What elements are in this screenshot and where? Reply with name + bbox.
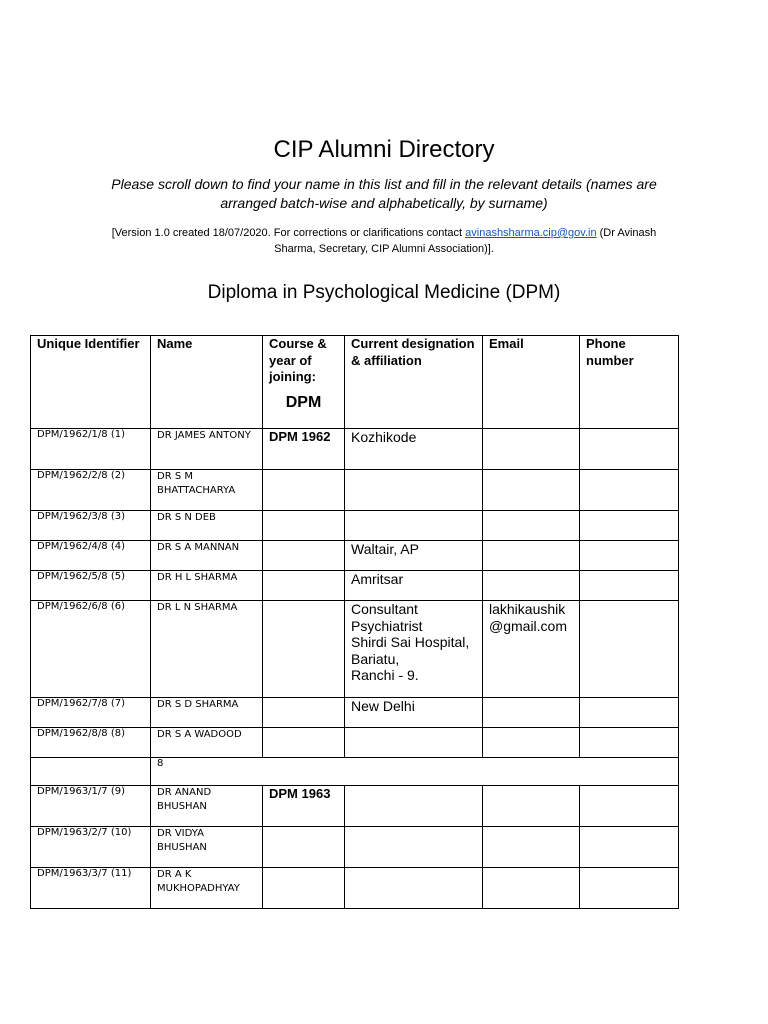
cell-unique-identifier xyxy=(31,511,151,541)
cell-designation-text: Consultant Psychiatrist Shirdi Sai Hospital, Bariatu, Ranchi - 9. xyxy=(351,601,470,683)
cell-designation xyxy=(345,429,483,470)
cell-name-text: DR L N SHARMA xyxy=(157,602,238,613)
cell-designation xyxy=(345,511,483,541)
cell-course xyxy=(263,470,345,511)
cell-course xyxy=(263,511,345,541)
cell-name xyxy=(151,511,263,541)
cell-name xyxy=(151,571,263,601)
cell-phone xyxy=(580,698,679,728)
cell-name-text: DR S D SHARMA xyxy=(157,699,239,710)
section-title: Diploma in Psychological Medicine (DPM) xyxy=(207,282,561,303)
table-row xyxy=(31,571,679,601)
version-note-prefix: [Version 1.0 created 18/07/2020. For corrections or clarifications contact xyxy=(111,227,466,239)
cell-course-text: DPM 1963 xyxy=(269,786,331,801)
cell-name xyxy=(151,470,263,511)
header-name: Name xyxy=(151,336,263,429)
cell-phone xyxy=(580,827,679,868)
cell-email xyxy=(483,429,580,470)
table-row xyxy=(31,511,679,541)
cell-email xyxy=(483,827,580,868)
cell-unique-identifier xyxy=(31,470,151,511)
cell-unique-identifier-text: DPM/1962/7/8 (7) xyxy=(37,698,125,709)
cell-designation xyxy=(345,571,483,601)
cell-phone xyxy=(580,511,679,541)
cell-unique-identifier xyxy=(31,728,151,758)
cell-designation xyxy=(345,868,483,909)
contact-email-link[interactable]: avinashsharma.cip@gov.in xyxy=(465,227,597,239)
cell-unique-identifier-text: DPM/1963/2/7 (10) xyxy=(37,827,132,838)
version-note-suffix: (Dr Avinash Sharma, Secretary, CIP Alumni Association)]. xyxy=(274,227,657,255)
cell-email xyxy=(483,541,580,571)
cell-course xyxy=(263,601,345,698)
table-row xyxy=(31,541,679,571)
document-subtitle: Please scroll down to find your name in this list and fill in the relevant details (names are arranged batch-wise and alphabetically, by surname) xyxy=(111,176,657,211)
cell-unique-identifier-text: DPM/1963/1/7 (9) xyxy=(37,786,125,797)
version-note xyxy=(90,225,678,257)
cell-name-text: DR JAMES ANTONY xyxy=(157,430,251,441)
cell-name xyxy=(151,868,263,909)
cell-designation xyxy=(345,698,483,728)
cell-email-text: lakhikaushik @gmail.com xyxy=(489,601,568,634)
cell-unique-identifier-text: DPM/1962/6/8 (6) xyxy=(37,601,125,612)
cell-unique-identifier xyxy=(31,868,151,909)
cell-phone xyxy=(580,728,679,758)
cell-designation-text: New Delhi xyxy=(351,698,415,714)
header-course-label: Course & year of joining: xyxy=(269,336,327,384)
cell-phone xyxy=(580,470,679,511)
table-row xyxy=(31,868,679,909)
cell-unique-identifier xyxy=(31,541,151,571)
cell-course xyxy=(263,728,345,758)
cell-name-text: DR S A WADOOD xyxy=(157,729,242,740)
cell-name-text: DR S M BHATTACHARYA xyxy=(157,471,236,496)
cell-designation xyxy=(345,601,483,698)
cell-name-text: DR VIDYA BHUSHAN xyxy=(157,828,207,853)
table-row xyxy=(31,601,679,698)
cell-course xyxy=(263,571,345,601)
cell-course-text: DPM 1962 xyxy=(269,429,331,444)
cell-name-text: DR S N DEB xyxy=(157,512,216,523)
cell-name xyxy=(151,429,263,470)
table-row xyxy=(31,786,679,827)
batch-empty-cell xyxy=(31,758,151,786)
cell-course xyxy=(263,827,345,868)
header-phone: Phone number xyxy=(580,336,679,429)
cell-unique-identifier xyxy=(31,827,151,868)
cell-designation xyxy=(345,728,483,758)
cell-course xyxy=(263,541,345,571)
table-row xyxy=(31,728,679,758)
cell-name xyxy=(151,541,263,571)
table-header-row xyxy=(31,336,679,429)
cell-unique-identifier-text: DPM/1962/8/8 (8) xyxy=(37,728,125,739)
cell-email xyxy=(483,728,580,758)
cell-designation xyxy=(345,827,483,868)
cell-phone xyxy=(580,429,679,470)
cell-name-text: DR S A MANNAN xyxy=(157,542,240,553)
cell-unique-identifier xyxy=(31,698,151,728)
cell-unique-identifier-text: DPM/1962/2/8 (2) xyxy=(37,470,125,481)
cell-email xyxy=(483,786,580,827)
cell-email xyxy=(483,698,580,728)
cell-designation-text: Waltair, AP xyxy=(351,541,419,557)
cell-unique-identifier xyxy=(31,571,151,601)
table-row xyxy=(31,470,679,511)
cell-unique-identifier-text: DPM/1962/4/8 (4) xyxy=(37,541,125,552)
cell-unique-identifier-text: DPM/1962/3/8 (3) xyxy=(37,511,125,522)
cell-course xyxy=(263,868,345,909)
cell-phone xyxy=(580,786,679,827)
header-designation: Current designation & affiliation xyxy=(345,336,483,429)
cell-phone xyxy=(580,868,679,909)
cell-designation xyxy=(345,470,483,511)
cell-name xyxy=(151,601,263,698)
cell-name xyxy=(151,786,263,827)
table-row xyxy=(31,827,679,868)
header-unique-identifier: Unique Identifier xyxy=(31,336,151,429)
batch-count: 8 xyxy=(151,758,679,786)
cell-unique-identifier-text: DPM/1963/3/7 (11) xyxy=(37,868,132,879)
cell-phone xyxy=(580,541,679,571)
cell-email xyxy=(483,571,580,601)
cell-phone xyxy=(580,601,679,698)
cell-designation xyxy=(345,786,483,827)
cell-course xyxy=(263,698,345,728)
cell-name-text: DR ANAND BHUSHAN xyxy=(157,787,212,812)
cell-designation-text: Kozhikode xyxy=(351,429,417,445)
cell-designation-text: Amritsar xyxy=(351,571,404,587)
batch-separator-row xyxy=(31,758,679,786)
cell-course xyxy=(263,429,345,470)
cell-unique-identifier-text: DPM/1962/5/8 (5) xyxy=(37,571,125,582)
cell-name-text: DR H L SHARMA xyxy=(157,572,238,583)
cell-designation xyxy=(345,541,483,571)
cell-unique-identifier xyxy=(31,601,151,698)
cell-unique-identifier xyxy=(31,786,151,827)
cell-phone xyxy=(580,571,679,601)
table-row xyxy=(31,429,679,470)
header-email: Email xyxy=(483,336,580,429)
cell-unique-identifier xyxy=(31,429,151,470)
header-course xyxy=(263,336,345,429)
cell-name-text: DR A K MUKHOPADHYAY xyxy=(157,869,240,894)
table-row xyxy=(31,698,679,728)
cell-email xyxy=(483,470,580,511)
document-title: CIP Alumni Directory xyxy=(273,136,495,163)
header-course-sub: DPM xyxy=(285,393,322,411)
cell-name xyxy=(151,827,263,868)
alumni-table xyxy=(30,335,679,909)
cell-email xyxy=(483,511,580,541)
cell-unique-identifier-text: DPM/1962/1/8 (1) xyxy=(37,429,125,440)
cell-name xyxy=(151,698,263,728)
cell-course xyxy=(263,786,345,827)
cell-email xyxy=(483,868,580,909)
cell-name xyxy=(151,728,263,758)
cell-email xyxy=(483,601,580,698)
